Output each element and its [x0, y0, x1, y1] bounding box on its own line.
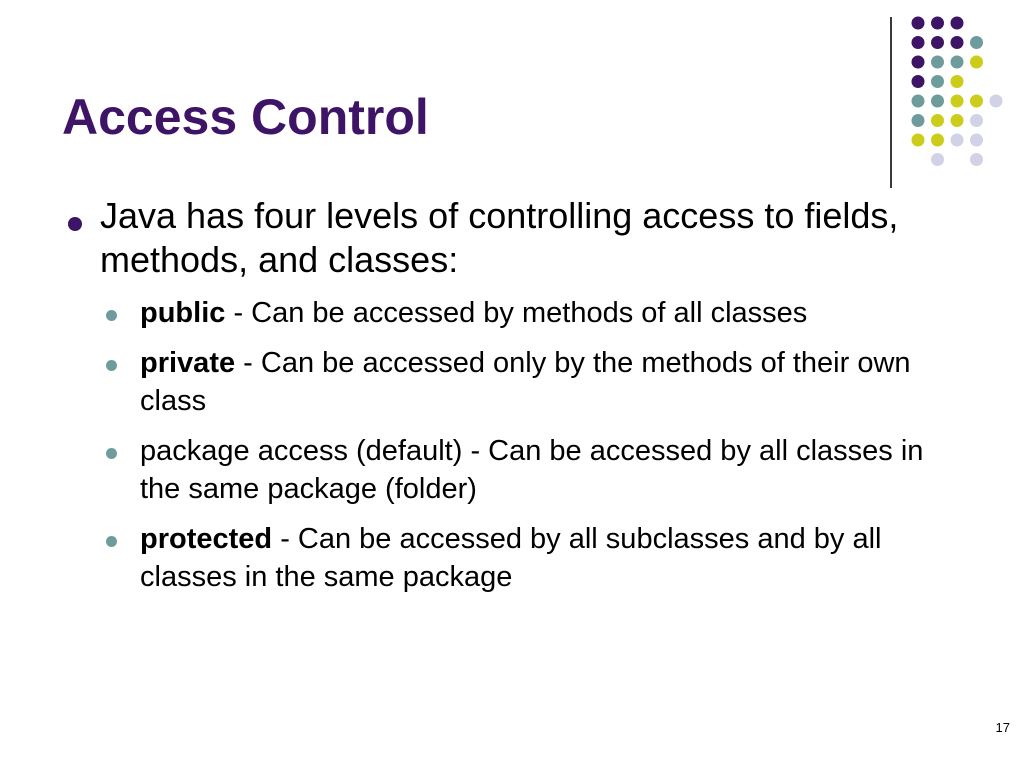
- decorative-dot: [931, 114, 944, 127]
- sub-bullet-dot-icon: [106, 360, 117, 371]
- vertical-divider: [890, 17, 892, 188]
- decorative-dot: [951, 56, 964, 69]
- decorative-dot: [931, 153, 944, 166]
- bullet-main: [62, 194, 942, 282]
- bullet-main-text: Java has four levels of controlling access to fields, methods, and classes:: [100, 195, 899, 280]
- decorative-dot: [912, 134, 925, 147]
- decorative-dot: [970, 114, 983, 127]
- decorative-dot: [931, 134, 944, 147]
- decorative-dot: [970, 36, 983, 49]
- sub-bullet-dot-icon: [106, 448, 117, 459]
- decorative-dot: [931, 17, 944, 30]
- keyword-protected: protected: [140, 523, 273, 555]
- decorative-dot: [912, 75, 925, 88]
- decorative-dot: [912, 95, 925, 108]
- decorative-dot: [951, 95, 964, 108]
- decorative-dot: [990, 95, 1003, 108]
- sub-bullet-list: [62, 294, 942, 596]
- decorative-dot: [970, 153, 983, 166]
- decorative-dot: [931, 75, 944, 88]
- sub-bullet-dot-icon: [106, 310, 117, 321]
- decorative-dot: [970, 56, 983, 69]
- sub-bullet-private-text: - Can be accessed only by the methods of their own class: [140, 347, 911, 417]
- decorative-dot: [951, 36, 964, 49]
- decorative-dot: [931, 56, 944, 69]
- page-number: 17: [995, 720, 1010, 735]
- keyword-private: private: [140, 347, 236, 379]
- decorative-dot: [931, 36, 944, 49]
- sub-bullet-package-text: package access (default) - Can be accessed by all classes in the same package (folder): [140, 435, 924, 505]
- sub-bullet-public: [100, 294, 942, 332]
- sub-bullet-package: [100, 432, 942, 508]
- decorative-dot: [912, 114, 925, 127]
- decorative-dot: [951, 17, 964, 30]
- decorative-dot: [951, 114, 964, 127]
- decorative-dot: [912, 36, 925, 49]
- sub-bullet-dot-icon: [106, 536, 117, 547]
- sub-bullet-private: [100, 344, 942, 420]
- decorative-dot: [912, 17, 925, 30]
- decorative-dot: [951, 134, 964, 147]
- slide-body: [62, 194, 942, 608]
- sub-bullet-protected-text: - Can be accessed by all subclasses and by all classes in the same package: [140, 523, 882, 593]
- bullet-dot-icon: [68, 217, 82, 231]
- decorative-dot: [912, 56, 925, 69]
- decorative-dot: [970, 134, 983, 147]
- sub-bullet-protected: [100, 520, 942, 596]
- sub-bullet-public-text: - Can be accessed by methods of all classes: [225, 297, 808, 329]
- slide-title: Access Control: [62, 89, 429, 145]
- keyword-public: public: [140, 297, 226, 329]
- decorative-dot: [951, 75, 964, 88]
- decorative-dot: [931, 95, 944, 108]
- decorative-dot: [970, 95, 983, 108]
